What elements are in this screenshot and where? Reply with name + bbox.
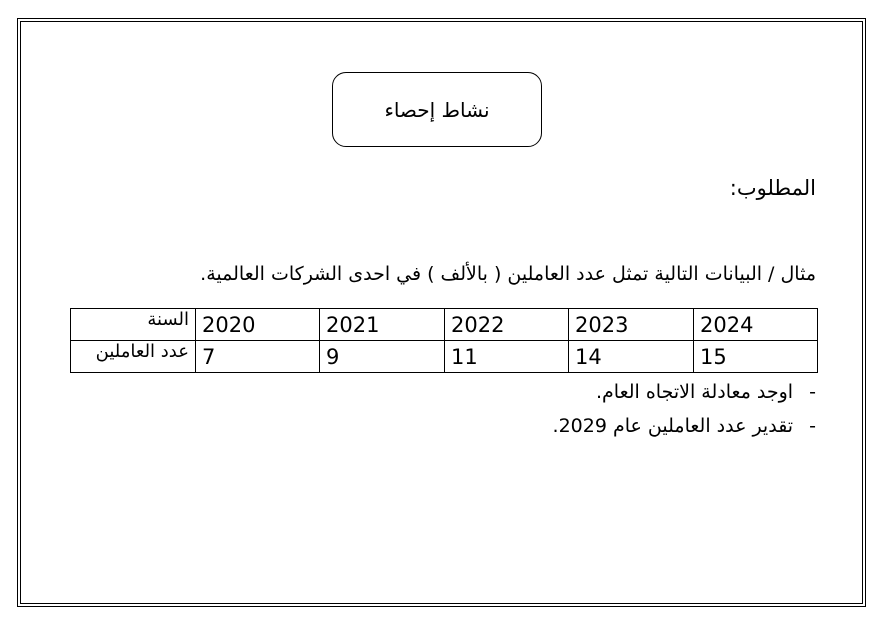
workers-cell: 9: [320, 341, 445, 373]
workers-cell: 14: [569, 341, 694, 373]
year-cell: 2020: [196, 309, 320, 341]
task-item: [553, 415, 816, 437]
workers-header: عدد العاملين: [71, 341, 196, 373]
data-table: [70, 308, 818, 373]
workers-cell: 11: [445, 341, 569, 373]
title-box: [332, 72, 542, 147]
year-cell: 2023: [569, 309, 694, 341]
page-title: نشاط إحصاء: [384, 97, 490, 122]
task-bullet: -: [809, 415, 816, 437]
workers-cell: 7: [196, 341, 320, 373]
task-text: تقدير عدد العاملين عام 2029.: [552, 415, 794, 437]
year-cell: 2024: [694, 309, 818, 341]
task-item: [596, 381, 816, 403]
year-header: السنة: [71, 309, 196, 341]
task-text: اوجد معادلة الاتجاه العام.: [595, 381, 794, 403]
year-cell: 2021: [320, 309, 445, 341]
task-bullet: -: [809, 381, 816, 403]
required-label: المطلوب:: [729, 176, 816, 200]
year-cell: 2022: [445, 309, 569, 341]
table-row-workers: [71, 341, 818, 373]
table-row-years: [71, 309, 818, 341]
workers-cell: 15: [694, 341, 818, 373]
problem-statement: مثال / البيانات التالية تمثل عدد العاملين ( بالألف ) في احدى الشركات العالمية.: [200, 263, 816, 285]
